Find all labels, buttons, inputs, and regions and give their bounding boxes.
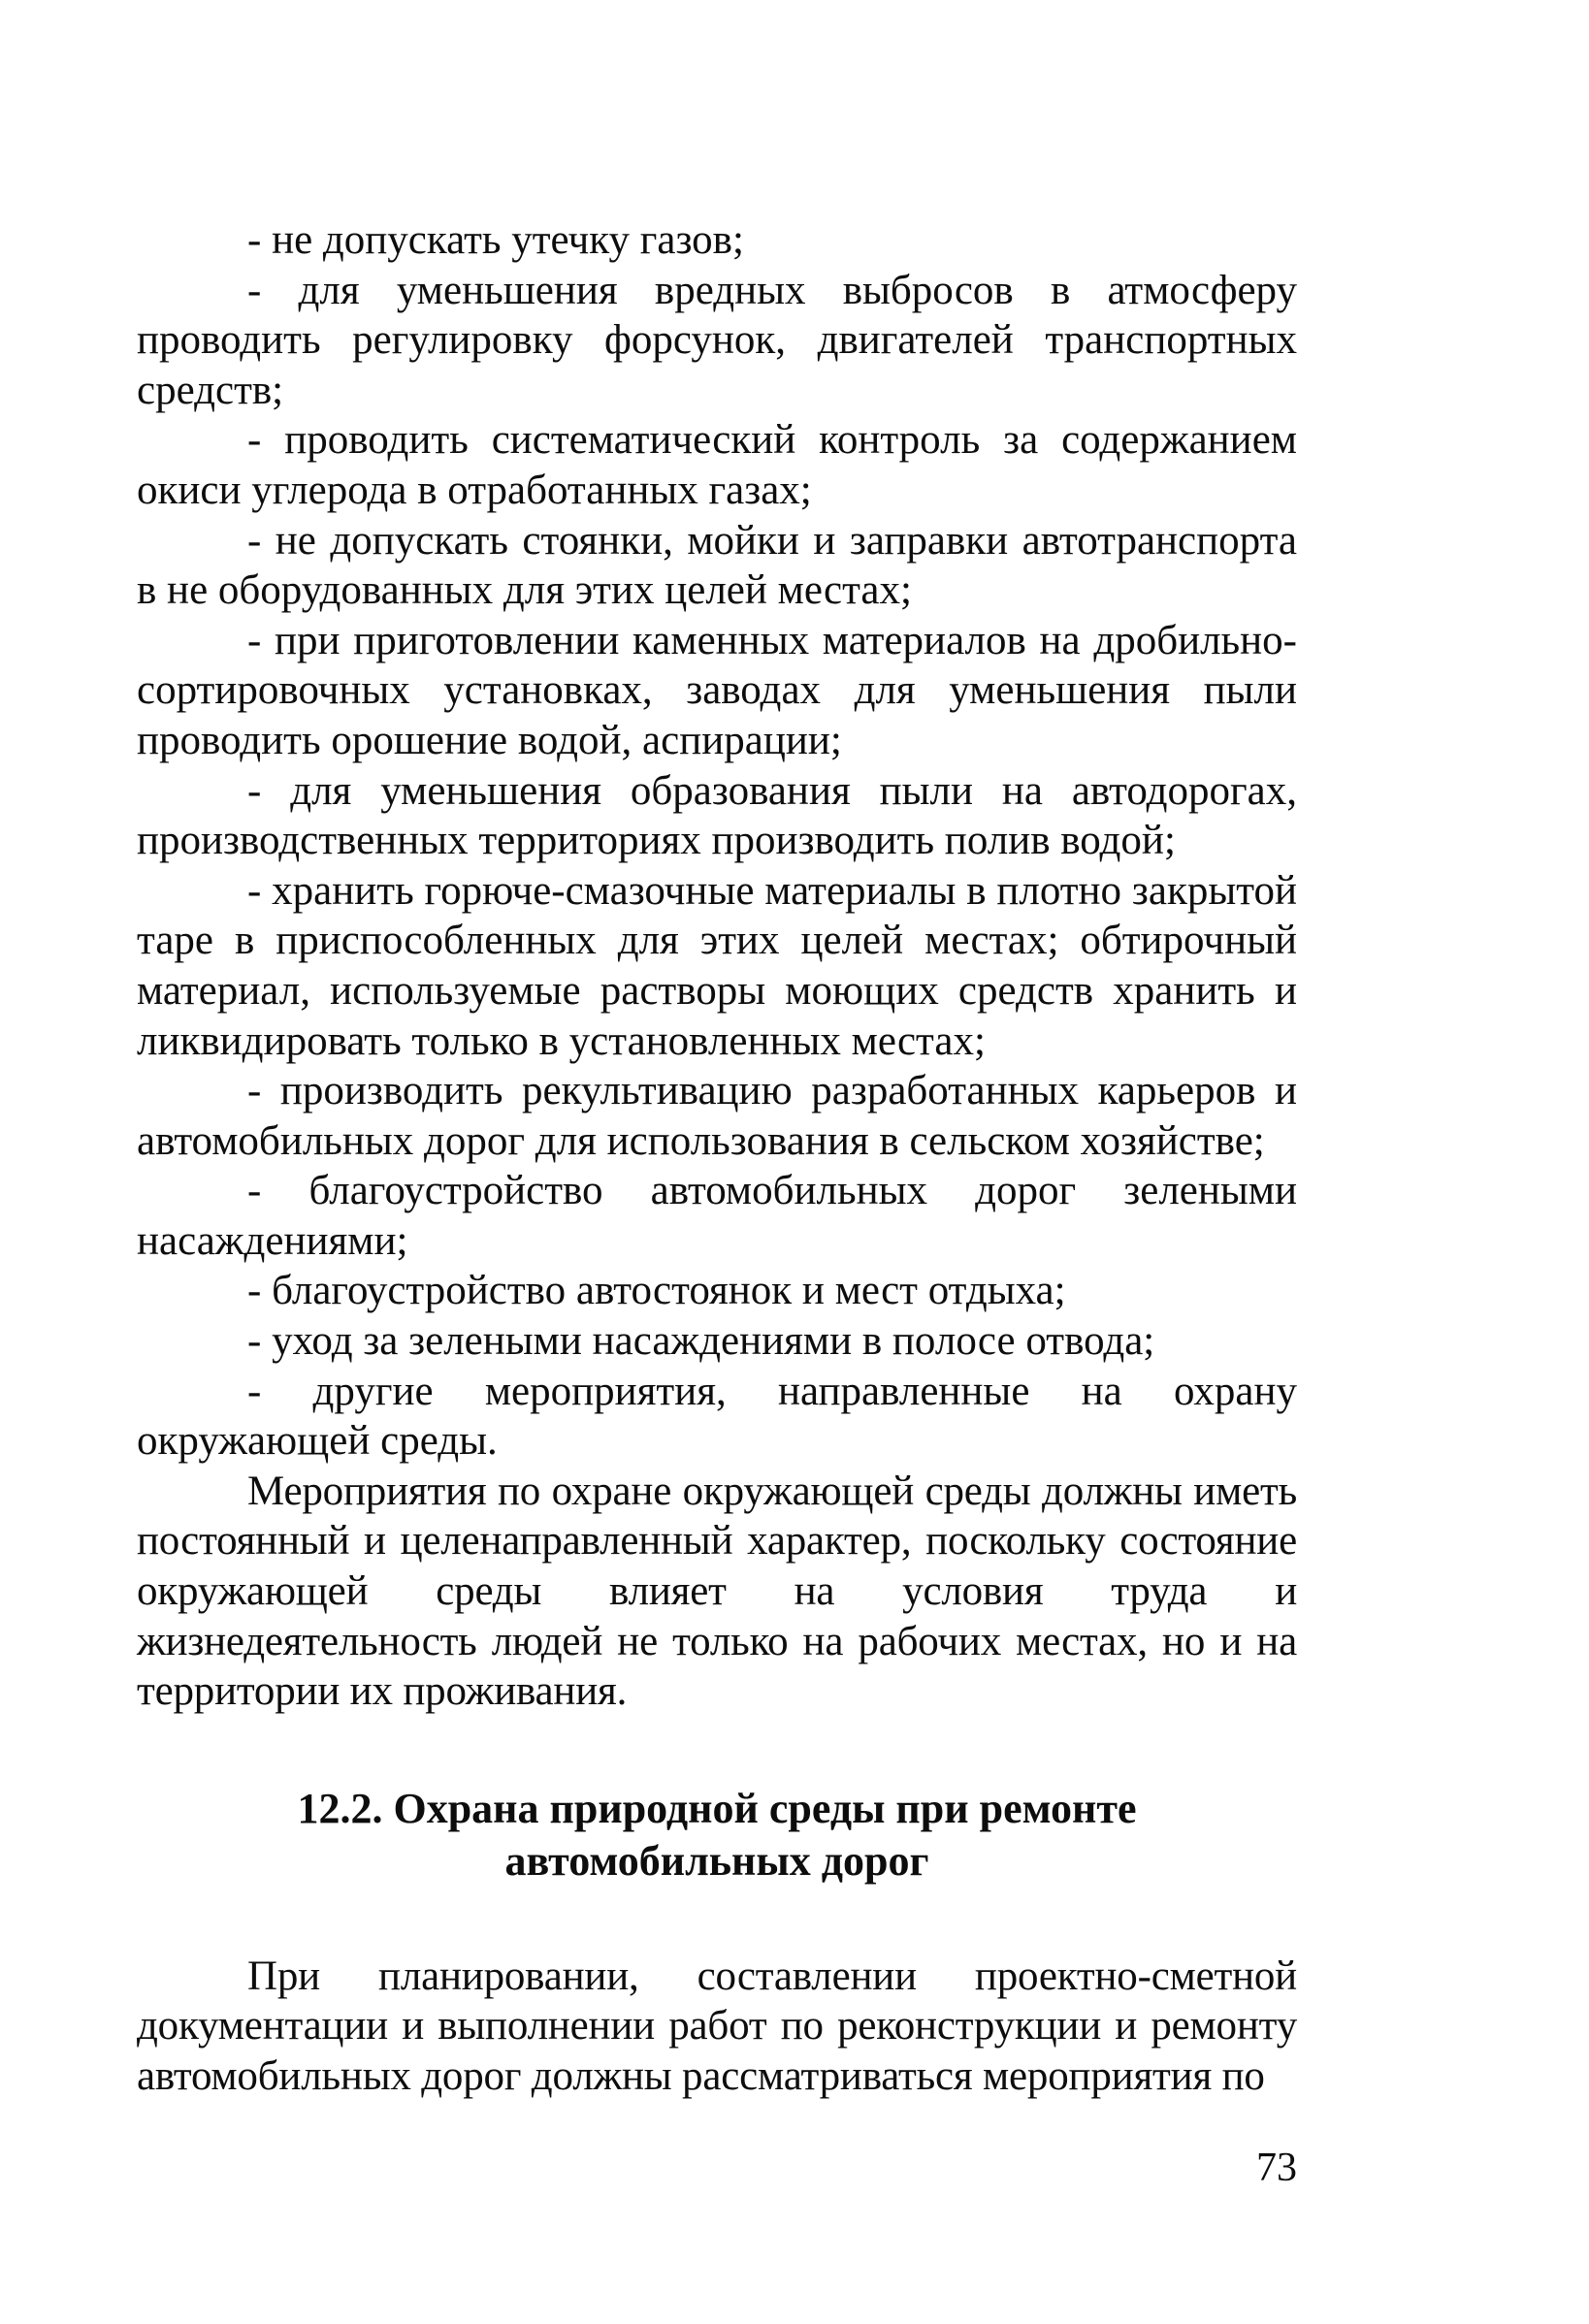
list-item: - производить рекультивацию разработанных карьеров и автомобильных дорог для использования в сельском хозяйстве; bbox=[137, 1068, 1297, 1164]
list-item: - для уменьшения образования пыли на автодорогах, производственных территориях производить полив водой; bbox=[137, 767, 1297, 864]
section-first-paragraph: При планировании, составлении проектно-сметной документации и выполнении работ по реконструкции и ремонту автомобильных дорог должны рассматриваться мероприятия по bbox=[137, 1953, 1297, 2099]
section-heading-line-1: 12.2. Охрана природной среды при ремонте bbox=[297, 1784, 1137, 1832]
list-item: - проводить систематический контроль за содержанием окиси углерода в отработанных газах; bbox=[137, 417, 1297, 513]
list-item: - уход за зелеными насаждениями в полосе отвода; bbox=[247, 1318, 1155, 1365]
section-heading bbox=[137, 1783, 1297, 1888]
list-item: - хранить горюче-смазочные материалы в плотно закрытой таре в приспособленных для этих целей местах; обтирочный материал, используемые растворы моющих средств хранить и ликвидировать только в установленных местах; bbox=[137, 867, 1297, 1064]
list-item: - благоустройство автостоянок и мест отдыха; bbox=[247, 1268, 1066, 1314]
page-body bbox=[137, 215, 1297, 2102]
list-item: - при приготовлении каменных материалов на дробильно-сортировочных установках, заводах для уменьшения пыли проводить орошение водой, аспирации; bbox=[137, 617, 1297, 763]
list-item: - не допускать утечку газов; bbox=[247, 217, 744, 263]
page-number: 73 bbox=[1256, 2146, 1297, 2190]
list-item: - для уменьшения вредных выбросов в атмосферу проводить регулировку форсунок, двигателей транспортных средств; bbox=[137, 267, 1297, 413]
list-item: - другие мероприятия, направленные на охрану окружающей среды. bbox=[137, 1368, 1297, 1465]
section-heading-line-2: автомобильных дорог bbox=[504, 1836, 929, 1885]
summary-paragraph: Мероприятия по охране окружающей среды должны иметь постоянный и целенаправленный характер, поскольку состояние окружающей среды влияет на условия труда и жизнедеятельность людей не только на рабочих местах, но и на территории их проживания. bbox=[137, 1468, 1297, 1715]
list-item: - благоустройство автомобильных дорог зелеными насаждениями; bbox=[137, 1168, 1297, 1264]
list-item: - не допускать стоянки, мойки и заправки автотранспорта в не оборудованных для этих целей местах; bbox=[137, 517, 1297, 614]
